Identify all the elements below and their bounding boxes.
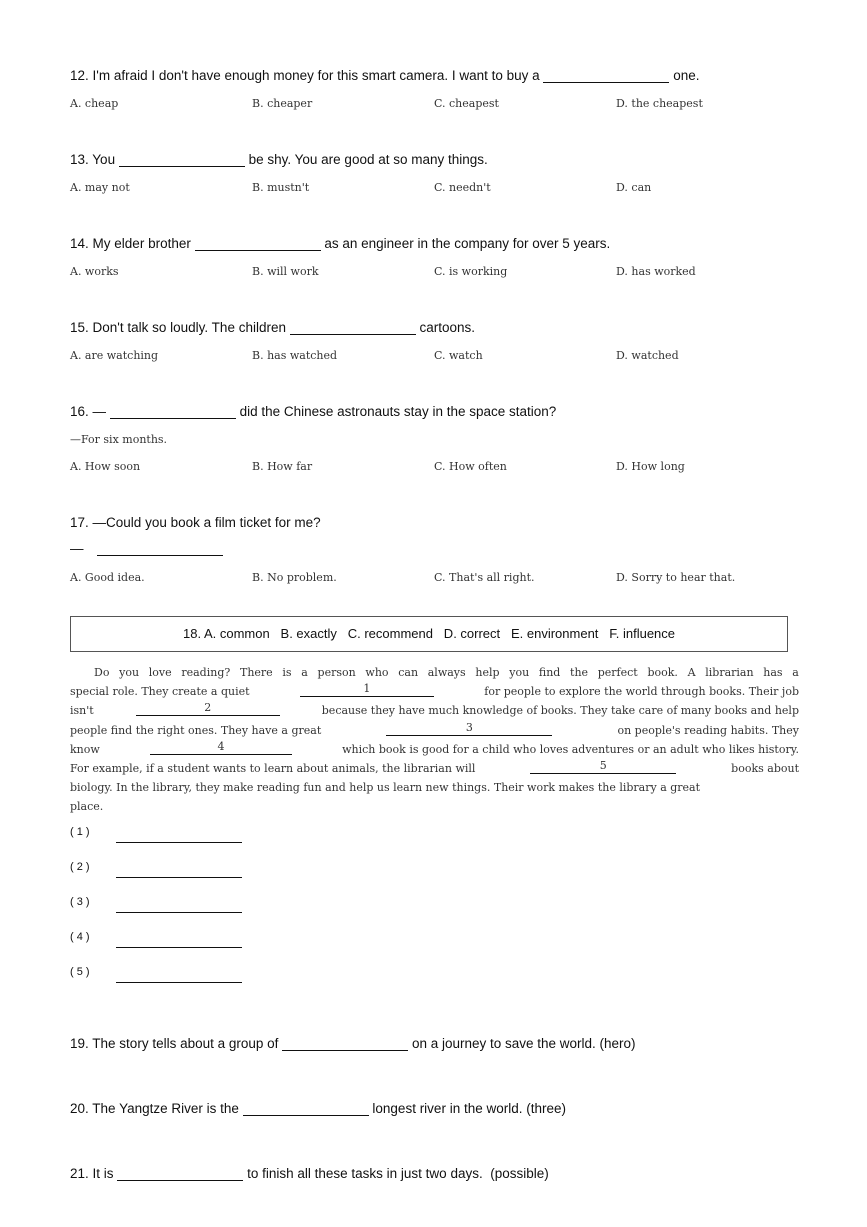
passage-word: the [570,666,589,679]
passage-word: always [427,666,466,679]
passage [70,663,799,817]
passage-text: books about [731,762,799,776]
passage-word: you [509,666,530,679]
answer-label: ( 2 ) [70,861,90,873]
passage-text: biology. In the library, they make reading fun and help us learn new things. Their work makes the library a great [70,781,701,795]
question-21 [70,1166,549,1181]
question-text: My elder brother [92,236,191,251]
option-d[interactable]: D. has worked [616,265,696,278]
option-c[interactable]: C. needn't [434,181,491,194]
answer-row-3 [70,896,242,913]
answer-line[interactable] [116,865,242,878]
answer-label: ( 5 ) [70,966,90,978]
question-text-end: as an engineer in the company for over 5 years. [324,236,611,251]
question-number: 21. [70,1166,89,1181]
question-number: 14. [70,236,89,251]
passage-text: for people to explore the world through books. Their job [484,685,799,699]
passage-word: is [282,666,292,679]
passage-word: help [475,666,500,679]
answer-line[interactable] [116,970,242,983]
option-d[interactable]: D. Sorry to hear that. [616,571,736,584]
passage-word: love [148,666,172,679]
question-text: It is [92,1166,114,1181]
option-b[interactable]: B. will work [252,265,319,278]
reply-17 [70,541,223,556]
passage-word: who [365,666,389,679]
answer-row-2 [70,861,242,878]
question-14 [70,236,610,251]
answer-line[interactable] [116,900,242,913]
question-text: I'm afraid I don't have enough money for this smart camera. I want to buy a [92,68,540,83]
passage-text: know [70,742,100,756]
question-text-end: cartoons. [419,320,476,335]
option-c[interactable]: C. cheapest [434,97,499,110]
answer-blank[interactable] [97,541,223,556]
question-number: 13. [70,152,89,167]
reply-dash: — [70,541,84,556]
answer-row-1 [70,826,242,843]
answer-blank[interactable] [119,152,245,167]
passage-word: book. [647,666,678,679]
passage-word: A [687,666,696,679]
question-15 [70,320,475,335]
answer-blank[interactable] [117,1166,243,1181]
option-c[interactable]: C. is working [434,265,508,278]
passage-line-8 [70,797,799,816]
question-text: The Yangtze River is the [92,1101,239,1116]
answer-label: ( 3 ) [70,896,90,908]
passage-word: find [538,666,561,679]
passage-word: person [317,666,356,679]
question-text-end: did the Chinese astronauts stay in the space station? [239,404,557,419]
passage-word: Do [94,666,110,679]
option-b[interactable]: B. No problem. [252,571,337,584]
answer-row-5 [70,966,242,983]
option-a[interactable]: A. works [70,265,119,278]
question-text: You [92,152,116,167]
question-text: Don't talk so loudly. The children [92,320,286,335]
question-number: 16. [70,404,89,419]
option-d[interactable]: D. can [616,181,652,194]
option-a[interactable]: A. cheap [70,97,119,110]
passage-word: There [239,666,273,679]
option-a[interactable]: A. are watching [70,349,159,362]
question-number: 19. [70,1036,89,1051]
passage-line-5 [70,740,799,759]
option-c[interactable]: C. How often [434,460,507,473]
option-c[interactable]: C. watch [434,349,483,362]
passage-blank-2[interactable]: 2 [136,701,280,716]
answer-blank[interactable] [195,236,321,251]
question-text: — [92,404,107,419]
passage-line-3 [70,701,799,720]
question-19 [70,1036,636,1051]
question-text-end: longest river in the world. (three) [372,1101,566,1116]
question-number: 20. [70,1101,89,1116]
answer-line[interactable] [116,935,242,948]
passage-line-6 [70,759,799,778]
passage-line-4 [70,721,799,740]
answer-blank[interactable] [243,1101,369,1116]
question-16 [70,404,556,419]
passage-word: you [119,666,140,679]
passage-text: which book is good for a child who loves adventures or an adult who likes history. [342,742,799,756]
question-text: —Could you book a film ticket for me? [92,515,321,530]
word-bank-text: 18. A. common B. exactly C. recommend D. correct E. environment F. influence [182,626,676,641]
option-d[interactable]: D. watched [616,349,679,362]
answer-label: ( 4 ) [70,931,90,943]
passage-line-1 [70,663,799,682]
passage-word: librarian [705,666,754,679]
passage-word: has [763,666,783,679]
passage-word: can [398,666,419,679]
option-d[interactable]: D. How long [616,460,685,473]
word-bank-box [70,616,788,652]
passage-word: reading? [181,666,231,679]
passage-text: special role. They create a quiet [70,685,250,699]
question-number: 15. [70,320,89,335]
passage-text: For example, if a student wants to learn about animals, the librarian will [70,762,476,776]
passage-text: because they have much knowledge of books. They take care of many books and help [321,704,799,718]
passage-line-7 [70,778,799,797]
answer-label: ( 1 ) [70,826,90,838]
passage-text: people find the right ones. They have a great [70,723,322,737]
option-b[interactable]: B. How far [252,460,313,473]
answer-blank[interactable] [290,320,416,335]
option-b[interactable]: B. cheaper [252,97,313,110]
answer-blank[interactable] [110,404,236,419]
passage-text: place. [70,800,104,814]
question-12 [70,68,700,83]
option-d[interactable]: D. the cheapest [616,97,703,110]
option-a[interactable]: A. Good idea. [70,571,145,584]
passage-word: perfect [597,666,638,679]
answer-line[interactable] [116,830,242,843]
question-text-end: be shy. You are good at so many things. [248,152,488,167]
passage-word: a [792,666,799,679]
question-text: The story tells about a group of [92,1036,279,1051]
question-text-end: to finish all these tasks in just two days. (possible) [247,1166,549,1181]
passage-blank-5[interactable]: 5 [530,759,676,774]
question-20 [70,1101,566,1116]
option-a[interactable]: A. may not [70,181,130,194]
passage-text: isn't [70,704,94,718]
option-c[interactable]: C. That's all right. [434,571,535,584]
passage-line-2 [70,682,799,701]
passage-blank-1[interactable]: 1 [300,682,434,697]
question-17 [70,515,321,530]
passage-blank-4[interactable]: 4 [150,740,292,755]
answer-blank[interactable] [543,68,669,83]
option-b[interactable]: B. has watched [252,349,338,362]
passage-text: on people's reading habits. They [617,723,799,737]
question-13 [70,152,488,167]
question-number: 17. [70,515,89,530]
passage-blank-3[interactable]: 3 [386,721,552,736]
question-text-end: on a journey to save the world. (hero) [411,1036,636,1051]
answer-blank[interactable] [282,1036,408,1051]
option-b[interactable]: B. mustn't [252,181,310,194]
question-number: 12. [70,68,89,83]
reply-16: —For six months. [70,433,168,446]
passage-word: a [301,666,308,679]
option-a[interactable]: A. How soon [70,460,141,473]
answer-row-4 [70,931,242,948]
question-text-end: one. [673,68,700,83]
